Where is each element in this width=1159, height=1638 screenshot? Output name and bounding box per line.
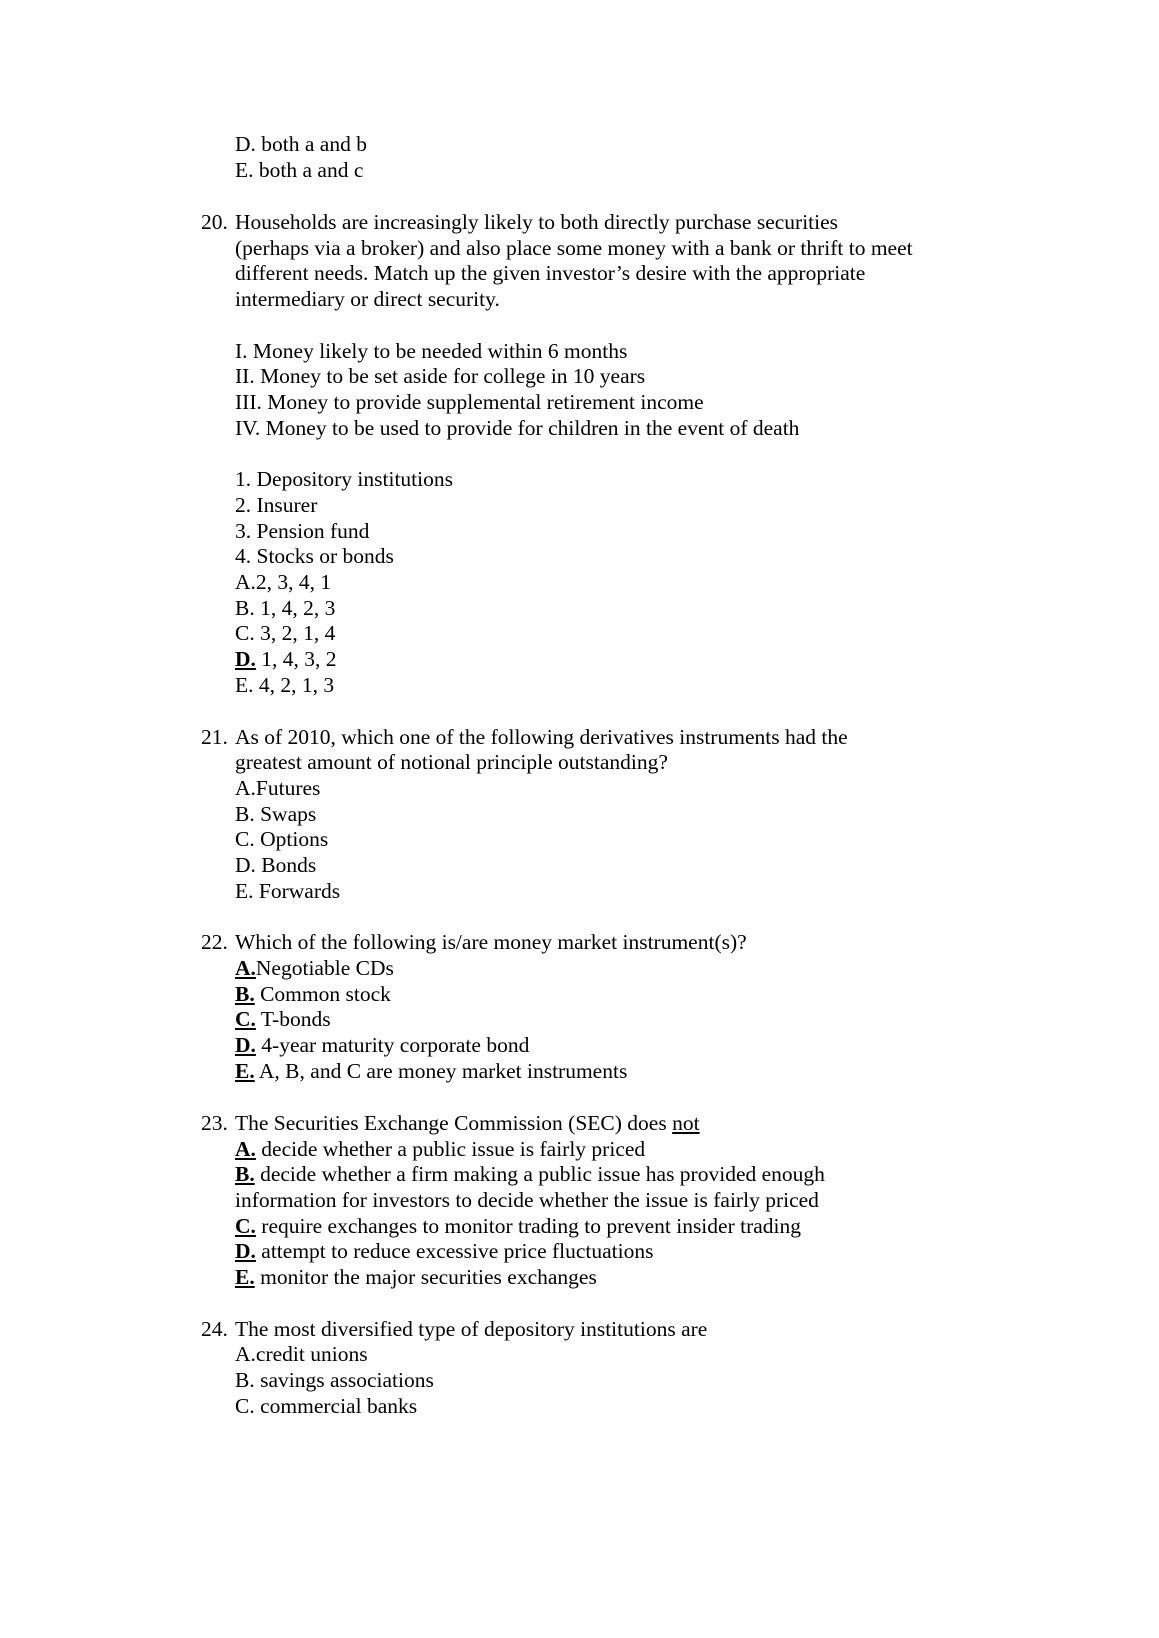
desire-item: III. Money to provide supplemental retirement income (235, 390, 704, 414)
option-letter: E. (235, 879, 254, 903)
option-letter: C. (235, 827, 255, 851)
option-line (235, 982, 391, 1008)
question-stem: different needs. Match up the given investor’s desire with the appropriate (235, 261, 866, 285)
option-text: 2, 3, 4, 1 (255, 570, 332, 594)
option-text: monitor the major securities exchanges (254, 1265, 597, 1289)
intermediary-item: 2. Insurer (235, 493, 318, 517)
option-text: 1, 4, 3, 2 (255, 647, 337, 671)
option-line (235, 879, 340, 905)
option-text: T-bonds (255, 1007, 331, 1031)
option-line (235, 1162, 825, 1188)
question-number: 22. (201, 930, 228, 954)
option-text: require exchanges to monitor trading to prevent insider trading (255, 1214, 802, 1238)
option-continuation: information for investors to decide whether the issue is fairly priced (235, 1188, 819, 1212)
option-letter: A. (235, 776, 256, 800)
question-stem: greatest amount of notional principle outstanding? (235, 750, 668, 774)
desire-item: I. Money likely to be needed within 6 months (235, 339, 628, 363)
option-line (235, 1007, 331, 1033)
option-text: credit unions (255, 1342, 368, 1366)
option-line (235, 1239, 654, 1265)
option-line (235, 673, 334, 699)
option-letter: B. (235, 1368, 255, 1392)
option-text: Forwards (253, 879, 341, 903)
answer-key-letter: E. (235, 1059, 255, 1083)
option-line (235, 1368, 434, 1394)
option-line (235, 570, 331, 596)
option-text: commercial banks (254, 1394, 418, 1418)
question-number: 23. (201, 1111, 228, 1135)
question-stem (235, 1111, 700, 1137)
answer-key-letter: D. (235, 647, 256, 671)
option-text: savings associations (254, 1368, 434, 1392)
desire-item: II. Money to be set aside for college in 10 years (235, 364, 646, 388)
option-letter: A. (235, 1342, 256, 1366)
option-text: Negotiable CDs (255, 956, 394, 980)
option-line-answer (235, 647, 337, 673)
desire-item: IV. Money to be used to provide for children in the event of death (235, 416, 800, 440)
option-text: both a and b (255, 132, 367, 156)
option-letter: D. (235, 853, 256, 877)
option-text: attempt to reduce excessive price fluctuations (255, 1239, 654, 1263)
option-text: decide whether a firm making a public issue has provided enough (254, 1162, 825, 1186)
option-line (235, 132, 367, 158)
question-stem: As of 2010, which one of the following derivatives instruments had the (235, 725, 848, 749)
option-text: Swaps (254, 802, 317, 826)
option-letter: B. (235, 596, 255, 620)
option-line (235, 853, 316, 879)
option-line (235, 1214, 801, 1240)
option-line (235, 1059, 627, 1085)
answer-key-letter: E. (235, 1265, 255, 1289)
option-line (235, 1342, 368, 1368)
option-letter: E. (235, 673, 254, 697)
option-line (235, 802, 316, 828)
option-text: 3, 2, 1, 4 (254, 621, 336, 645)
answer-key-letter: A. (235, 1137, 256, 1161)
answer-key-letter: C. (235, 1214, 256, 1238)
question-stem: Households are increasingly likely to both directly purchase securities (235, 210, 839, 234)
option-line (235, 827, 328, 853)
answer-key-letter: D. (235, 1033, 256, 1057)
answer-key-letter: D. (235, 1239, 256, 1263)
question-number: 21. (201, 725, 228, 749)
intermediary-item: 3. Pension fund (235, 519, 370, 543)
option-text: Bonds (255, 853, 317, 877)
question-stem: intermediary or direct security. (235, 287, 500, 311)
option-letter: B. (235, 802, 255, 826)
option-text: Common stock (254, 982, 391, 1006)
question-stem: Which of the following is/are money market instrument(s)? (235, 930, 747, 954)
option-line (235, 158, 363, 184)
answer-key-letter: B. (235, 982, 255, 1006)
stem-text: The Securities Exchange Commission (SEC) does (235, 1111, 673, 1135)
answer-key-letter: B. (235, 1162, 255, 1186)
option-line (235, 776, 320, 802)
option-text: both a and c (253, 158, 364, 182)
option-letter: A. (235, 570, 256, 594)
option-letter: C. (235, 1394, 255, 1418)
intermediary-item: 1. Depository institutions (235, 467, 453, 491)
answer-key-letter: A. (235, 956, 256, 980)
option-letter: E. (235, 158, 254, 182)
option-line (235, 956, 394, 982)
option-line (235, 1265, 597, 1291)
option-text: 4-year maturity corporate bond (255, 1033, 530, 1057)
option-letter: C. (235, 621, 255, 645)
option-line (235, 596, 335, 622)
option-line (235, 1137, 645, 1163)
intermediary-item: 4. Stocks or bonds (235, 544, 394, 568)
option-text: Options (254, 827, 329, 851)
question-stem: (perhaps via a broker) and also place some money with a bank or thrift to meet (235, 236, 913, 260)
question-number: 20. (201, 210, 228, 234)
option-text: 1, 4, 2, 3 (254, 596, 336, 620)
option-text: decide whether a public issue is fairly priced (255, 1137, 646, 1161)
stem-emphasis: not (672, 1111, 700, 1135)
option-letter: D. (235, 132, 256, 156)
option-text: 4, 2, 1, 3 (253, 673, 335, 697)
question-number: 24. (201, 1317, 228, 1341)
answer-key-letter: C. (235, 1007, 256, 1031)
option-line (235, 1394, 417, 1420)
option-text: Futures (255, 776, 321, 800)
option-line (235, 621, 335, 647)
option-text: A, B, and C are money market instruments (254, 1059, 628, 1083)
option-line (235, 1033, 529, 1059)
question-stem: The most diversified type of depository institutions are (235, 1317, 708, 1341)
